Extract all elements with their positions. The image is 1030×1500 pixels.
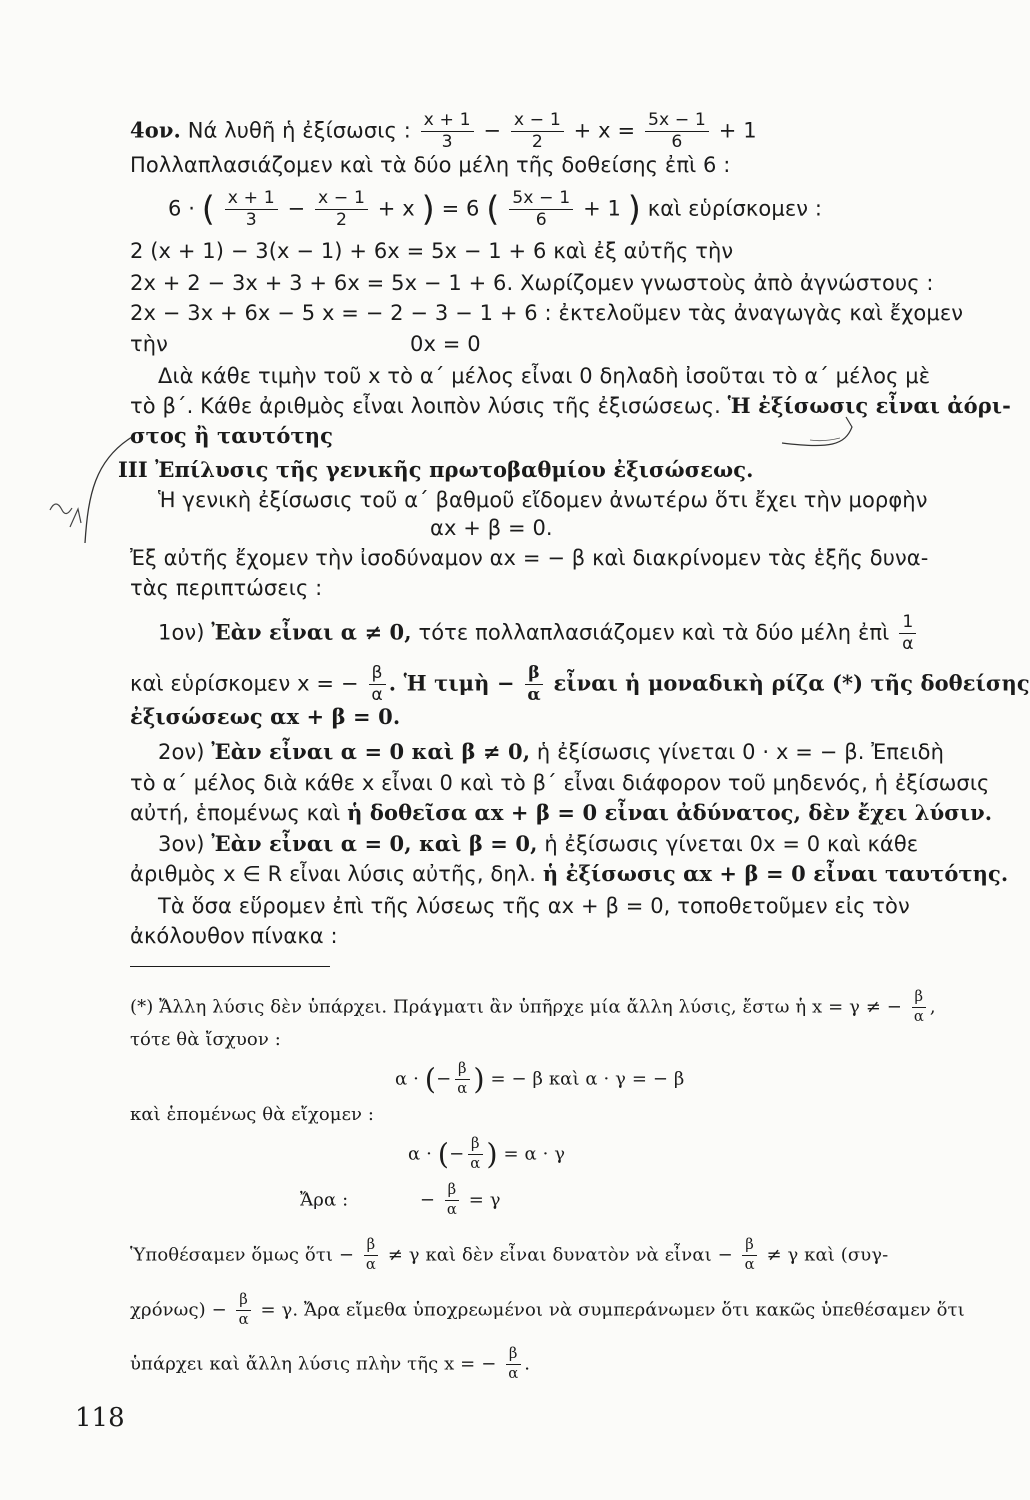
text-run: τότε πολλαπλασιάζομεν καὶ τὰ δύο μέλη ἐπὶ [418, 620, 890, 645]
text-run: = γ [468, 1189, 501, 1211]
text-run: (*) Ἄλλη λύσις δὲν ὑπάρχει. Πράγματι ἂν ὑπῆρχε μία ἄλλη λύσις, ἔστω ἡ x = γ ≠ − [130, 996, 902, 1018]
bold-run: εἶναι ἡ μοναδικὴ ρίζα (*) τῆς δοθείσης [553, 670, 1030, 696]
page-number: 118 [75, 1403, 125, 1433]
text-run: Ἄρα : [300, 1189, 349, 1211]
denominator: α [527, 685, 541, 706]
fraction [509, 190, 573, 229]
denominator: α [238, 1310, 249, 1328]
denominator: 6 [671, 132, 683, 153]
section-heading: ΙΙΙ Ἐπίλυσις τῆς γενικῆς πρωτοβαθμίου ἐξισώσεως. [118, 457, 754, 482]
denominator: α [457, 1079, 468, 1097]
text-run: + x [377, 196, 415, 221]
text-run: α · [408, 1143, 432, 1165]
text-run: χρόνως) − [130, 1299, 227, 1321]
text-run: καὶ εὑρίσκομεν x = − [130, 671, 359, 696]
text-run: = − β καὶ α · γ = − β [490, 1068, 685, 1090]
bold-run: Ἡ ἐξίσωσις εἶναι ἀόρι- [727, 393, 1011, 418]
case-3-line [158, 831, 918, 857]
text-line: Διὰ κάθε τιμὴν τοῦ x τὸ α΄ μέλος εἶναι 0 δηλαδὴ ἰσοῦται τὸ α΄ μέλος μὲ [158, 364, 931, 388]
exercise-number: 4ον. [130, 117, 181, 143]
footnote-equation: α · (− $\frac{\beta}{\alpha}$ ) = α · γ [408, 1135, 566, 1172]
denominator: 6 [535, 210, 547, 231]
numerator: β [742, 1238, 757, 1256]
text-run: + 1 [718, 118, 757, 143]
bold-run: ἡ ἐξίσωσις αx + β = 0 εἶναι ταυτότης. [542, 861, 1009, 886]
footnote-line [130, 1293, 965, 1328]
text-run: Ὑποθέσαμεν ὅμως ὅτι − [130, 1244, 355, 1266]
denominator: α [913, 1007, 924, 1025]
fraction [421, 112, 474, 151]
text-run: ὑπάρχει καὶ ἄλλη λύσις πλὴν τῆς x = − [130, 1353, 497, 1375]
denominator: 2 [531, 132, 543, 153]
bold-run: Ἐὰν εἶναι α ≠ 0, [211, 619, 412, 645]
paren-close: ) [627, 189, 641, 229]
paren-open: ( [486, 189, 500, 229]
fraction [645, 112, 709, 151]
text-run: α · [395, 1068, 419, 1090]
text-line [130, 393, 1011, 419]
fraction [505, 1347, 521, 1382]
paren-open: ( [437, 1136, 450, 1171]
text-line: Ἐξ αὐτῆς ἔχομεν τὴν ἰσοδύναμον αx = − β καὶ διακρίνομεν τὰς ἑξῆς δυνα- [130, 546, 929, 570]
paren-open: ( [201, 189, 215, 229]
fraction [899, 614, 916, 653]
denominator: 2 [336, 210, 348, 231]
fraction [524, 665, 543, 704]
equation-line [168, 190, 822, 229]
denominator: 3 [245, 210, 257, 231]
numerator: β [525, 665, 543, 685]
denominator: α [470, 1154, 481, 1172]
footnote-equation: α · (− $\frac{\beta}{\alpha}$ ) = − β καὶ α · γ = − β [395, 1060, 685, 1097]
footnote-line [130, 1238, 888, 1273]
text-run: + 1 [583, 196, 622, 221]
text-run: ἡ ἐξίσωσις γίνεται 0 · x = − β. Ἐπειδὴ [536, 740, 945, 764]
fraction [511, 112, 564, 151]
denominator: α [371, 685, 383, 706]
text-run: ≠ γ καὶ δὲν εἶναι δυνατὸν νὰ εἶναι − [387, 1244, 733, 1266]
numerator: β [369, 665, 386, 685]
fraction [315, 190, 368, 229]
fraction [363, 1238, 379, 1273]
text-line: ἀκόλουθον πίνακα : [130, 924, 338, 948]
text-line: 2x + 2 − 3x + 3 + 6x = 5x − 1 + 6. Χωρίζομεν γνωστοὺς ἀπὸ ἀγνώστους : [130, 271, 934, 295]
text-line: Πολλαπλασιάζομεν καὶ τὰ δύο μέλη τῆς δοθείσης ἐπὶ 6 : [130, 153, 731, 177]
fraction [911, 990, 927, 1025]
denominator: α [744, 1255, 755, 1273]
text-run: Νά λυθῆ ἡ ἐξίσωσις : [187, 118, 411, 143]
text-run: καὶ εὑρίσκομεν : [647, 196, 823, 221]
text-line: 2x − 3x + 6x − 5 x = − 2 − 3 − 1 + 6 : ἐκτελοῦμεν τὰς ἀναγωγὰς καὶ ἔχομεν [130, 301, 964, 325]
equation-line: 0x = 0 [410, 332, 481, 356]
minus-sign: − [483, 118, 502, 143]
text-run: 6 · [168, 196, 196, 221]
numerator: β [506, 1347, 521, 1365]
fraction [742, 1238, 758, 1273]
text-line: Ἡ γενικὴ ἐξίσωσις τοῦ α΄ βαθμοῦ εἴδομεν ἀνωτέρω ὅτι ἔχει τὴν μορφὴν [158, 488, 928, 512]
numerator: x − 1 [511, 112, 564, 132]
exercise-4-line [130, 112, 757, 151]
numerator: β [364, 1238, 379, 1256]
footnote-line [130, 1347, 530, 1382]
numerator: β [455, 1062, 470, 1080]
text-run: ≠ γ καὶ (συγ- [766, 1244, 889, 1266]
paren-close: ) [486, 1136, 498, 1171]
fraction [225, 190, 278, 229]
bold-run: Ἐὰν εἶναι α = 0, καὶ β = 0, [211, 831, 538, 856]
minus-sign: − [287, 196, 306, 221]
equation-line: αx + β = 0. [430, 516, 553, 540]
text-run: + x = [573, 118, 636, 143]
denominator: α [902, 634, 914, 655]
numerator: β [468, 1137, 483, 1155]
bold-run: . Ἡ τιμὴ − [388, 670, 515, 696]
text-line: ἐξισώσεως αx + β = 0. [130, 704, 401, 729]
fraction [467, 1137, 483, 1172]
fraction [236, 1293, 252, 1328]
fraction [444, 1183, 460, 1218]
fraction [454, 1062, 470, 1097]
text-line [130, 665, 1030, 704]
text-run: = 6 [441, 196, 480, 221]
denominator: α [508, 1364, 519, 1382]
numerator: 1 [899, 614, 916, 634]
numerator: x + 1 [225, 190, 278, 210]
text-line: Τὰ ὅσα εὕρομεν ἐπὶ τῆς λύσεως τῆς αx + β = 0, τοποθετοῦμεν εἰς τὸν [158, 894, 910, 918]
text-line [130, 861, 1008, 887]
denominator: α [365, 1255, 376, 1273]
numerator: 5x − 1 [645, 112, 709, 132]
text-line: 2 (x + 1) − 3(x − 1) + 6x = 5x − 1 + 6 καὶ ἐξ αὐτῆς τὴν [130, 239, 734, 263]
text-run: ἀριθμὸς x ∈ R εἶναι λύσις αὐτῆς, δηλ. [130, 862, 537, 886]
paren-close: ) [473, 1061, 485, 1096]
numerator: β [236, 1293, 251, 1311]
footnote-rule [130, 966, 330, 967]
numerator: 5x − 1 [509, 190, 573, 210]
footnote-line: τότε θὰ ἴσχυον : [130, 1029, 281, 1050]
text-run: αὐτή, ἑπομένως καὶ [130, 801, 341, 825]
denominator: α [446, 1200, 457, 1218]
bold-run: ἡ δοθεῖσα αx + β = 0 εἶναι ἀδύνατος, δὲν ἔχει λύσιν. [347, 800, 993, 825]
paren-open: ( [424, 1061, 437, 1096]
text-line: τὴν [130, 332, 168, 356]
numerator: β [912, 990, 927, 1008]
footnote-line: καὶ ἑπομένως θὰ εἴχομεν : [130, 1104, 375, 1125]
text-run: 1ον) [158, 620, 205, 645]
case-1-line [158, 614, 920, 653]
text-line: τὰς περιπτώσεις : [130, 576, 323, 600]
denominator: 3 [441, 132, 453, 153]
text-run: − [419, 1189, 436, 1211]
case-2-line [158, 739, 944, 765]
text-run: = γ. Ἄρα εἴμεθα ὑποχρεωμένοι νὰ συμπεράνωμεν ὅτι κακῶς ὑπεθέσαμεν ὅτι [260, 1299, 965, 1321]
numerator: β [445, 1183, 460, 1201]
bold-run: Ἐὰν εἶναι α = 0 καὶ β ≠ 0, [211, 739, 531, 764]
text-line [130, 800, 992, 826]
text-run: 2ον) [158, 740, 205, 764]
text-line: τὸ α΄ μέλος διὰ κάθε x εἶναι 0 καὶ τὸ β΄ εἶναι διάφορον τοῦ μηδενός, ἡ ἐξίσωσις [130, 771, 990, 795]
text-line: στος ἢ ταυτότης [130, 423, 333, 448]
text-run: 3ον) [158, 832, 205, 856]
text-run: . [524, 1353, 531, 1375]
paren-close: ) [421, 189, 435, 229]
numerator: x + 1 [421, 112, 474, 132]
text-run: , [929, 996, 936, 1018]
numerator: x − 1 [315, 190, 368, 210]
fraction [368, 665, 385, 704]
text-run: τὸ β΄. Κάθε ἀριθμὸς εἶναι λοιπὸν λύσις τῆς ἐξισώσεως. [130, 394, 721, 418]
footnote-line [130, 990, 936, 1025]
text-run: = α · γ [503, 1143, 566, 1165]
text-run: ἡ ἐξίσωσις γίνεται 0x = 0 καὶ κάθε [544, 832, 919, 856]
footnote-equation [300, 1183, 501, 1218]
